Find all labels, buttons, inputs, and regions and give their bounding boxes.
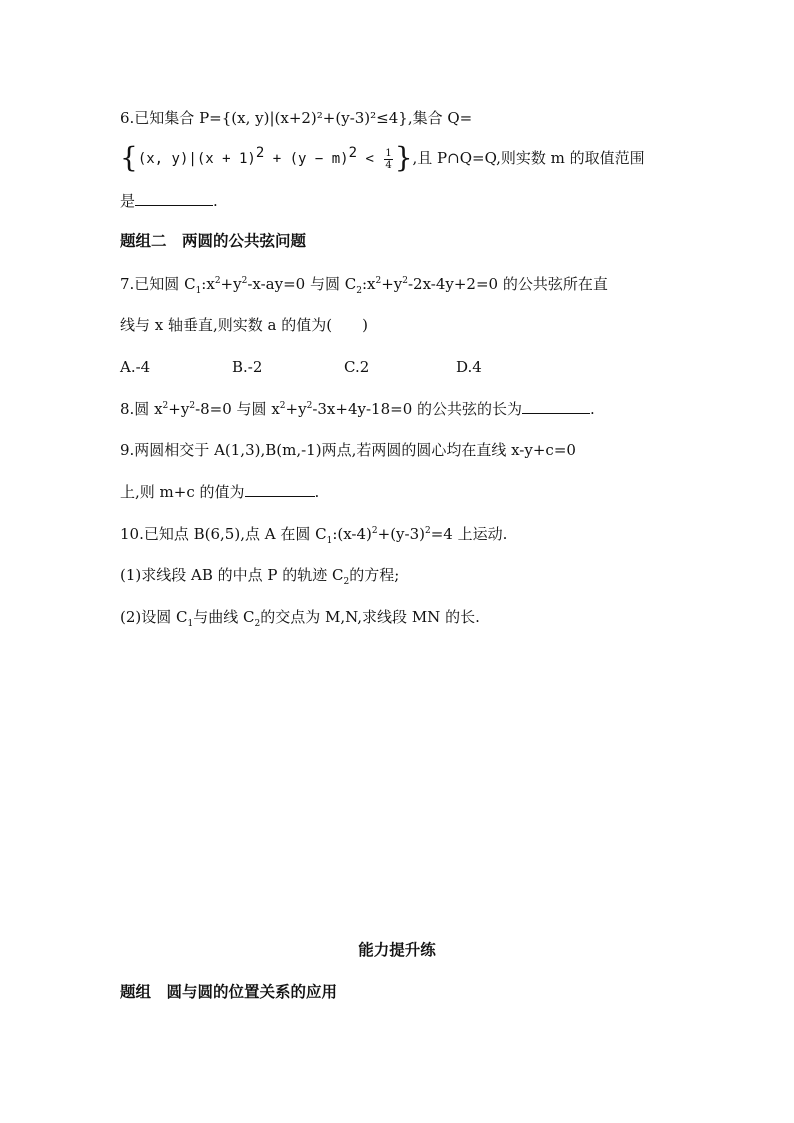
left-brace: {: [120, 141, 138, 174]
q9-line2: 上,则 m+c 的值为 .: [120, 480, 319, 504]
group-heading: 题组 圆与圆的位置关系的应用: [120, 983, 338, 1001]
section-heading: 能力提升练: [358, 941, 436, 959]
q6-line2: {(x, $y)|(x + 1)^2 + (y - m)^2$ < $\frac{1}{4}$ },且 P∩Q=Q,则实数 m 的取值范围: [120, 141, 645, 174]
q10-part2: (2)设圆 $C_1$与曲线 $C_2$的交点为 M,N,求线段 MN 的长.: [120, 608, 480, 629]
q6-set-expr: (x, y)|(x + 1): [137, 151, 256, 167]
fraction-one-quarter: $\frac{1}{4}$: [385, 147, 392, 171]
q7-line1: 7.已知圆 $C_1:x^2+y^2-x-ay=0$ 与圆 $C_2:x^2+y^2-2x-4y+2=0$ 的公共弦所在直: [120, 275, 608, 296]
q10-part1: (1)求线段 AB 的中点 P 的轨迹 $C_2$的方程;: [120, 566, 400, 587]
q6-line2-suffix: ,且 P∩Q=Q,则实数 m 的取值范围: [412, 149, 645, 167]
q7-option-d[interactable]: D.4: [456, 358, 482, 376]
group2-heading: 题组二 两圆的公共弦问题: [120, 232, 307, 250]
q8-line: 8.圆 $x^2+y^2-8=0$ 与圆 $x^2+y^2-3x+4y-18=0$ 的公共弦的长为 .: [120, 397, 595, 421]
q7-option-a[interactable]: A.-4: [120, 358, 151, 376]
q7-option-c[interactable]: C.2: [344, 358, 370, 376]
q7-options: [120, 355, 568, 379]
q7-line2: 线与 x 轴垂直,则实数 a 的值为( ): [120, 316, 368, 334]
q6-line1-text: 6.已知集合 P={(x, y)|(x+2)²+(y-3)²≤4},集合 Q=: [120, 109, 473, 127]
answer-blank-q9[interactable]: [245, 480, 315, 497]
q6-line1: [120, 106, 472, 130]
q9-line1: 9.两圆相交于 A(1,3),B(m,-1)两点,若两圆的圆心均在直线 x-y+c=0: [120, 441, 576, 459]
q10-line1: 10.已知点 B(6,5),点 A 在圆 $C_1:(x-4)^2+(y-3)^2=4$ 上运动.: [120, 525, 508, 546]
answer-blank-q6[interactable]: [135, 189, 213, 206]
q6-line3: 是 .: [120, 189, 218, 213]
answer-blank-q8[interactable]: [522, 397, 590, 414]
q7-option-b[interactable]: B.-2: [232, 358, 263, 376]
right-brace: }: [394, 141, 413, 174]
